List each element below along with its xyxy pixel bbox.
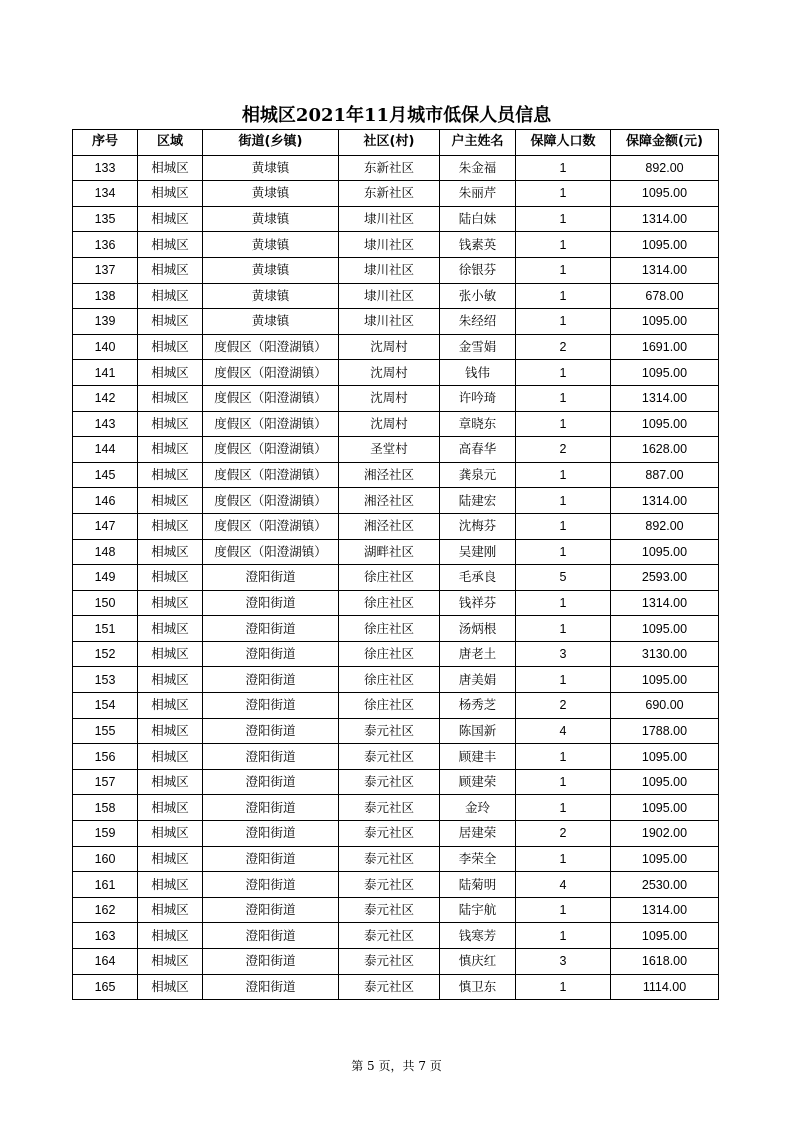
- col-count-cell: 1: [516, 795, 611, 821]
- document-title: 相城区2021年11月城市低保人员信息: [241, 105, 552, 126]
- col-head-header: 户主姓名: [440, 130, 516, 156]
- col-district-cell: 相城区: [138, 693, 203, 719]
- col-count-cell: 1: [516, 385, 611, 411]
- col-street-cell: 度假区（阳澄湖镇）: [203, 385, 339, 411]
- col-district-cell: 相城区: [138, 821, 203, 847]
- col-amount-cell: 1314.00: [611, 385, 719, 411]
- col-head-cell: 陆菊明: [440, 872, 516, 898]
- col-district-cell: 相城区: [138, 616, 203, 642]
- col-amount-cell: 2530.00: [611, 872, 719, 898]
- col-head-cell: 朱丽芹: [440, 181, 516, 207]
- col-serial-cell: 152: [73, 641, 138, 667]
- col-street-cell: 度假区（阳澄湖镇）: [203, 334, 339, 360]
- table-row: [73, 155, 719, 181]
- table-row: [73, 974, 719, 1000]
- table-row: [73, 334, 719, 360]
- col-head-cell: 慎庆红: [440, 949, 516, 975]
- col-district-cell: 相城区: [138, 488, 203, 514]
- col-serial-cell: 143: [73, 411, 138, 437]
- col-head-cell: 金玲: [440, 795, 516, 821]
- col-amount-header: 保障金额(元): [611, 130, 719, 156]
- col-head-cell: 汤炳根: [440, 616, 516, 642]
- table-row: [73, 513, 719, 539]
- col-street-cell: 澄阳街道: [203, 693, 339, 719]
- col-head-cell: 陆宇航: [440, 897, 516, 923]
- col-count-cell: 5: [516, 565, 611, 591]
- col-head-cell: 高春华: [440, 437, 516, 463]
- col-head-cell: 朱金福: [440, 155, 516, 181]
- col-head-cell: 龚泉元: [440, 462, 516, 488]
- col-community-cell: 泰元社区: [339, 897, 440, 923]
- col-street-cell: 黄埭镇: [203, 181, 339, 207]
- col-serial-cell: 133: [73, 155, 138, 181]
- col-street-cell: 黄埭镇: [203, 232, 339, 258]
- col-count-cell: 2: [516, 334, 611, 360]
- col-district-cell: 相城区: [138, 590, 203, 616]
- col-count-cell: 1: [516, 769, 611, 795]
- col-count-cell: 1: [516, 923, 611, 949]
- col-serial-cell: 139: [73, 309, 138, 335]
- col-count-cell: 4: [516, 872, 611, 898]
- table-row: [73, 437, 719, 463]
- table-row: [73, 181, 719, 207]
- table-row: [73, 744, 719, 770]
- table-row: [73, 283, 719, 309]
- col-head-cell: 杨秀芝: [440, 693, 516, 719]
- table-row: [73, 488, 719, 514]
- col-district-cell: 相城区: [138, 181, 203, 207]
- col-head-cell: 徐银芬: [440, 257, 516, 283]
- col-serial-cell: 137: [73, 257, 138, 283]
- col-head-cell: 毛承良: [440, 565, 516, 591]
- col-street-cell: 澄阳街道: [203, 565, 339, 591]
- col-street-cell: 黄埭镇: [203, 283, 339, 309]
- table-row: [73, 616, 719, 642]
- col-community-cell: 沈周村: [339, 334, 440, 360]
- col-district-cell: 相城区: [138, 462, 203, 488]
- col-street-cell: 澄阳街道: [203, 616, 339, 642]
- col-district-cell: 相城区: [138, 923, 203, 949]
- col-community-cell: 埭川社区: [339, 206, 440, 232]
- col-head-cell: 张小敏: [440, 283, 516, 309]
- table-row: [73, 539, 719, 565]
- col-street-cell: 澄阳街道: [203, 872, 339, 898]
- col-district-cell: 相城区: [138, 155, 203, 181]
- col-community-cell: 泰元社区: [339, 949, 440, 975]
- col-district-cell: 相城区: [138, 872, 203, 898]
- col-district-cell: 相城区: [138, 513, 203, 539]
- col-count-cell: 1: [516, 513, 611, 539]
- col-amount-cell: 1095.00: [611, 923, 719, 949]
- col-count-cell: 1: [516, 667, 611, 693]
- col-head-cell: 居建荣: [440, 821, 516, 847]
- col-community-cell: 泰元社区: [339, 872, 440, 898]
- col-amount-cell: 1095.00: [611, 360, 719, 386]
- col-head-cell: 许吟琦: [440, 385, 516, 411]
- col-serial-cell: 149: [73, 565, 138, 591]
- col-street-cell: 度假区（阳澄湖镇）: [203, 437, 339, 463]
- col-serial-cell: 154: [73, 693, 138, 719]
- col-count-cell: 2: [516, 821, 611, 847]
- col-community-cell: 泰元社区: [339, 769, 440, 795]
- col-count-cell: 1: [516, 590, 611, 616]
- table-row: [73, 462, 719, 488]
- col-district-cell: 相城区: [138, 974, 203, 1000]
- col-community-cell: 沈周村: [339, 360, 440, 386]
- col-street-cell: 度假区（阳澄湖镇）: [203, 360, 339, 386]
- col-community-cell: 湘泾社区: [339, 513, 440, 539]
- col-community-cell: 埭川社区: [339, 283, 440, 309]
- col-count-cell: 1: [516, 539, 611, 565]
- table-row: [73, 718, 719, 744]
- col-amount-cell: 690.00: [611, 693, 719, 719]
- col-district-header: 区域: [138, 130, 203, 156]
- table-row: [73, 795, 719, 821]
- col-amount-cell: 1095.00: [611, 232, 719, 258]
- table-row: [73, 897, 719, 923]
- col-street-cell: 澄阳街道: [203, 590, 339, 616]
- col-head-cell: 钱素英: [440, 232, 516, 258]
- col-count-cell: 1: [516, 206, 611, 232]
- col-street-cell: 澄阳街道: [203, 769, 339, 795]
- col-district-cell: 相城区: [138, 565, 203, 591]
- col-community-cell: 徐庄社区: [339, 667, 440, 693]
- col-district-cell: 相城区: [138, 309, 203, 335]
- data-table: [72, 129, 719, 1000]
- col-serial-cell: 150: [73, 590, 138, 616]
- col-community-cell: 埭川社区: [339, 257, 440, 283]
- table-row: [73, 411, 719, 437]
- col-district-cell: 相城区: [138, 949, 203, 975]
- col-serial-cell: 144: [73, 437, 138, 463]
- table-row: [73, 206, 719, 232]
- col-amount-cell: 892.00: [611, 155, 719, 181]
- col-head-cell: 唐美娟: [440, 667, 516, 693]
- col-street-cell: 度假区（阳澄湖镇）: [203, 513, 339, 539]
- col-community-cell: 徐庄社区: [339, 693, 440, 719]
- col-district-cell: 相城区: [138, 718, 203, 744]
- col-amount-cell: 1095.00: [611, 744, 719, 770]
- table-row: [73, 385, 719, 411]
- col-head-cell: 顾建丰: [440, 744, 516, 770]
- col-street-cell: 度假区（阳澄湖镇）: [203, 411, 339, 437]
- col-street-cell: 度假区（阳澄湖镇）: [203, 462, 339, 488]
- col-community-cell: 埭川社区: [339, 309, 440, 335]
- col-serial-cell: 161: [73, 872, 138, 898]
- col-head-cell: 钱伟: [440, 360, 516, 386]
- table-row: [73, 693, 719, 719]
- col-community-header: 社区(村): [339, 130, 440, 156]
- col-amount-cell: 1618.00: [611, 949, 719, 975]
- table-row: [73, 257, 719, 283]
- col-serial-cell: 160: [73, 846, 138, 872]
- col-count-cell: 1: [516, 181, 611, 207]
- col-serial-cell: 134: [73, 181, 138, 207]
- col-head-cell: 钱寒芳: [440, 923, 516, 949]
- col-community-cell: 东新社区: [339, 181, 440, 207]
- table-row: [73, 667, 719, 693]
- col-head-cell: 朱经绍: [440, 309, 516, 335]
- col-serial-cell: 136: [73, 232, 138, 258]
- col-district-cell: 相城区: [138, 206, 203, 232]
- col-amount-cell: 1095.00: [611, 769, 719, 795]
- col-amount-cell: 1095.00: [611, 539, 719, 565]
- col-head-cell: 陆白妹: [440, 206, 516, 232]
- col-head-cell: 钱祥芬: [440, 590, 516, 616]
- col-amount-cell: 1095.00: [611, 309, 719, 335]
- col-count-cell: 1: [516, 488, 611, 514]
- col-amount-cell: 1095.00: [611, 616, 719, 642]
- col-amount-cell: 1095.00: [611, 795, 719, 821]
- col-count-cell: 3: [516, 949, 611, 975]
- page-footer: 第 5 页，共 7 页: [351, 1059, 442, 1073]
- col-amount-cell: 1095.00: [611, 667, 719, 693]
- col-street-cell: 黄埭镇: [203, 309, 339, 335]
- col-community-cell: 圣堂村: [339, 437, 440, 463]
- table-row: [73, 821, 719, 847]
- col-head-cell: 李荣全: [440, 846, 516, 872]
- col-street-cell: 黄埭镇: [203, 155, 339, 181]
- col-count-cell: 1: [516, 462, 611, 488]
- col-street-cell: 澄阳街道: [203, 821, 339, 847]
- col-street-cell: 度假区（阳澄湖镇）: [203, 539, 339, 565]
- col-serial-cell: 147: [73, 513, 138, 539]
- col-serial-cell: 151: [73, 616, 138, 642]
- col-community-cell: 沈周村: [339, 411, 440, 437]
- col-community-cell: 徐庄社区: [339, 641, 440, 667]
- col-community-cell: 埭川社区: [339, 232, 440, 258]
- table-row: [73, 590, 719, 616]
- col-serial-cell: 165: [73, 974, 138, 1000]
- col-count-cell: 1: [516, 283, 611, 309]
- col-amount-cell: 887.00: [611, 462, 719, 488]
- table-row: [73, 232, 719, 258]
- col-street-header: 街道(乡镇): [203, 130, 339, 156]
- col-district-cell: 相城区: [138, 846, 203, 872]
- col-district-cell: 相城区: [138, 795, 203, 821]
- col-community-cell: 泰元社区: [339, 974, 440, 1000]
- col-street-cell: 黄埭镇: [203, 206, 339, 232]
- col-serial-cell: 164: [73, 949, 138, 975]
- col-street-cell: 澄阳街道: [203, 974, 339, 1000]
- table-row: [73, 923, 719, 949]
- col-count-cell: 3: [516, 641, 611, 667]
- table-body: [73, 155, 719, 1000]
- col-community-cell: 沈周村: [339, 385, 440, 411]
- col-serial-cell: 155: [73, 718, 138, 744]
- col-count-cell: 1: [516, 360, 611, 386]
- col-serial-header: 序号: [73, 130, 138, 156]
- col-district-cell: 相城区: [138, 232, 203, 258]
- col-amount-cell: 1314.00: [611, 897, 719, 923]
- col-serial-cell: 145: [73, 462, 138, 488]
- col-district-cell: 相城区: [138, 897, 203, 923]
- col-amount-cell: 892.00: [611, 513, 719, 539]
- col-district-cell: 相城区: [138, 641, 203, 667]
- col-district-cell: 相城区: [138, 539, 203, 565]
- col-amount-cell: 1095.00: [611, 846, 719, 872]
- col-count-cell: 1: [516, 616, 611, 642]
- col-amount-cell: 1628.00: [611, 437, 719, 463]
- col-community-cell: 泰元社区: [339, 744, 440, 770]
- col-community-cell: 徐庄社区: [339, 616, 440, 642]
- col-count-cell: 4: [516, 718, 611, 744]
- col-community-cell: 泰元社区: [339, 923, 440, 949]
- col-count-cell: 1: [516, 974, 611, 1000]
- table-row: [73, 360, 719, 386]
- col-amount-cell: 1902.00: [611, 821, 719, 847]
- col-community-cell: 徐庄社区: [339, 590, 440, 616]
- table-row: [73, 846, 719, 872]
- col-amount-cell: 678.00: [611, 283, 719, 309]
- col-serial-cell: 138: [73, 283, 138, 309]
- col-community-cell: 湘泾社区: [339, 488, 440, 514]
- col-district-cell: 相城区: [138, 283, 203, 309]
- col-amount-cell: 1114.00: [611, 974, 719, 1000]
- col-head-cell: 沈梅芬: [440, 513, 516, 539]
- col-community-cell: 湘泾社区: [339, 462, 440, 488]
- col-count-cell: 1: [516, 897, 611, 923]
- col-district-cell: 相城区: [138, 257, 203, 283]
- col-district-cell: 相城区: [138, 667, 203, 693]
- col-serial-cell: 163: [73, 923, 138, 949]
- table-header-row: [73, 130, 719, 156]
- col-serial-cell: 148: [73, 539, 138, 565]
- col-head-cell: 金雪娟: [440, 334, 516, 360]
- col-community-cell: 湖畔社区: [339, 539, 440, 565]
- col-serial-cell: 146: [73, 488, 138, 514]
- col-count-cell: 1: [516, 309, 611, 335]
- col-serial-cell: 156: [73, 744, 138, 770]
- col-street-cell: 澄阳街道: [203, 744, 339, 770]
- col-amount-cell: 1095.00: [611, 181, 719, 207]
- col-street-cell: 度假区（阳澄湖镇）: [203, 488, 339, 514]
- col-street-cell: 澄阳街道: [203, 949, 339, 975]
- col-street-cell: 澄阳街道: [203, 718, 339, 744]
- col-district-cell: 相城区: [138, 360, 203, 386]
- col-amount-cell: 1314.00: [611, 590, 719, 616]
- col-street-cell: 澄阳街道: [203, 846, 339, 872]
- col-head-cell: 陆建宏: [440, 488, 516, 514]
- col-amount-cell: 1314.00: [611, 257, 719, 283]
- table-row: [73, 949, 719, 975]
- col-amount-cell: 1691.00: [611, 334, 719, 360]
- col-serial-cell: 162: [73, 897, 138, 923]
- col-serial-cell: 159: [73, 821, 138, 847]
- col-street-cell: 澄阳街道: [203, 667, 339, 693]
- col-district-cell: 相城区: [138, 385, 203, 411]
- col-serial-cell: 140: [73, 334, 138, 360]
- col-head-cell: 吴建刚: [440, 539, 516, 565]
- col-district-cell: 相城区: [138, 437, 203, 463]
- col-amount-cell: 2593.00: [611, 565, 719, 591]
- col-street-cell: 澄阳街道: [203, 641, 339, 667]
- col-count-cell: 1: [516, 411, 611, 437]
- table-row: [73, 641, 719, 667]
- table-row: [73, 769, 719, 795]
- col-head-cell: 唐老土: [440, 641, 516, 667]
- col-head-cell: 慎卫东: [440, 974, 516, 1000]
- col-community-cell: 泰元社区: [339, 846, 440, 872]
- col-street-cell: 澄阳街道: [203, 897, 339, 923]
- table-row: [73, 565, 719, 591]
- col-head-cell: 顾建荣: [440, 769, 516, 795]
- col-count-cell: 1: [516, 846, 611, 872]
- col-amount-cell: 1314.00: [611, 488, 719, 514]
- col-district-cell: 相城区: [138, 769, 203, 795]
- col-serial-cell: 157: [73, 769, 138, 795]
- col-street-cell: 黄埭镇: [203, 257, 339, 283]
- col-count-cell: 1: [516, 257, 611, 283]
- col-count-cell: 1: [516, 232, 611, 258]
- table-row: [73, 309, 719, 335]
- col-head-cell: 陈国新: [440, 718, 516, 744]
- col-community-cell: 泰元社区: [339, 821, 440, 847]
- col-district-cell: 相城区: [138, 744, 203, 770]
- table-row: [73, 872, 719, 898]
- col-community-cell: 徐庄社区: [339, 565, 440, 591]
- col-street-cell: 澄阳街道: [203, 795, 339, 821]
- col-serial-cell: 142: [73, 385, 138, 411]
- col-count-cell: 2: [516, 437, 611, 463]
- col-serial-cell: 158: [73, 795, 138, 821]
- col-count-cell: 1: [516, 155, 611, 181]
- col-community-cell: 东新社区: [339, 155, 440, 181]
- col-community-cell: 泰元社区: [339, 718, 440, 744]
- col-head-cell: 章晓东: [440, 411, 516, 437]
- col-count-header: 保障人口数: [516, 130, 611, 156]
- col-amount-cell: 1095.00: [611, 411, 719, 437]
- col-count-cell: 1: [516, 744, 611, 770]
- col-serial-cell: 135: [73, 206, 138, 232]
- col-amount-cell: 3130.00: [611, 641, 719, 667]
- col-district-cell: 相城区: [138, 334, 203, 360]
- col-serial-cell: 141: [73, 360, 138, 386]
- col-serial-cell: 153: [73, 667, 138, 693]
- col-street-cell: 澄阳街道: [203, 923, 339, 949]
- col-amount-cell: 1314.00: [611, 206, 719, 232]
- col-community-cell: 泰元社区: [339, 795, 440, 821]
- col-district-cell: 相城区: [138, 411, 203, 437]
- col-count-cell: 2: [516, 693, 611, 719]
- col-amount-cell: 1788.00: [611, 718, 719, 744]
